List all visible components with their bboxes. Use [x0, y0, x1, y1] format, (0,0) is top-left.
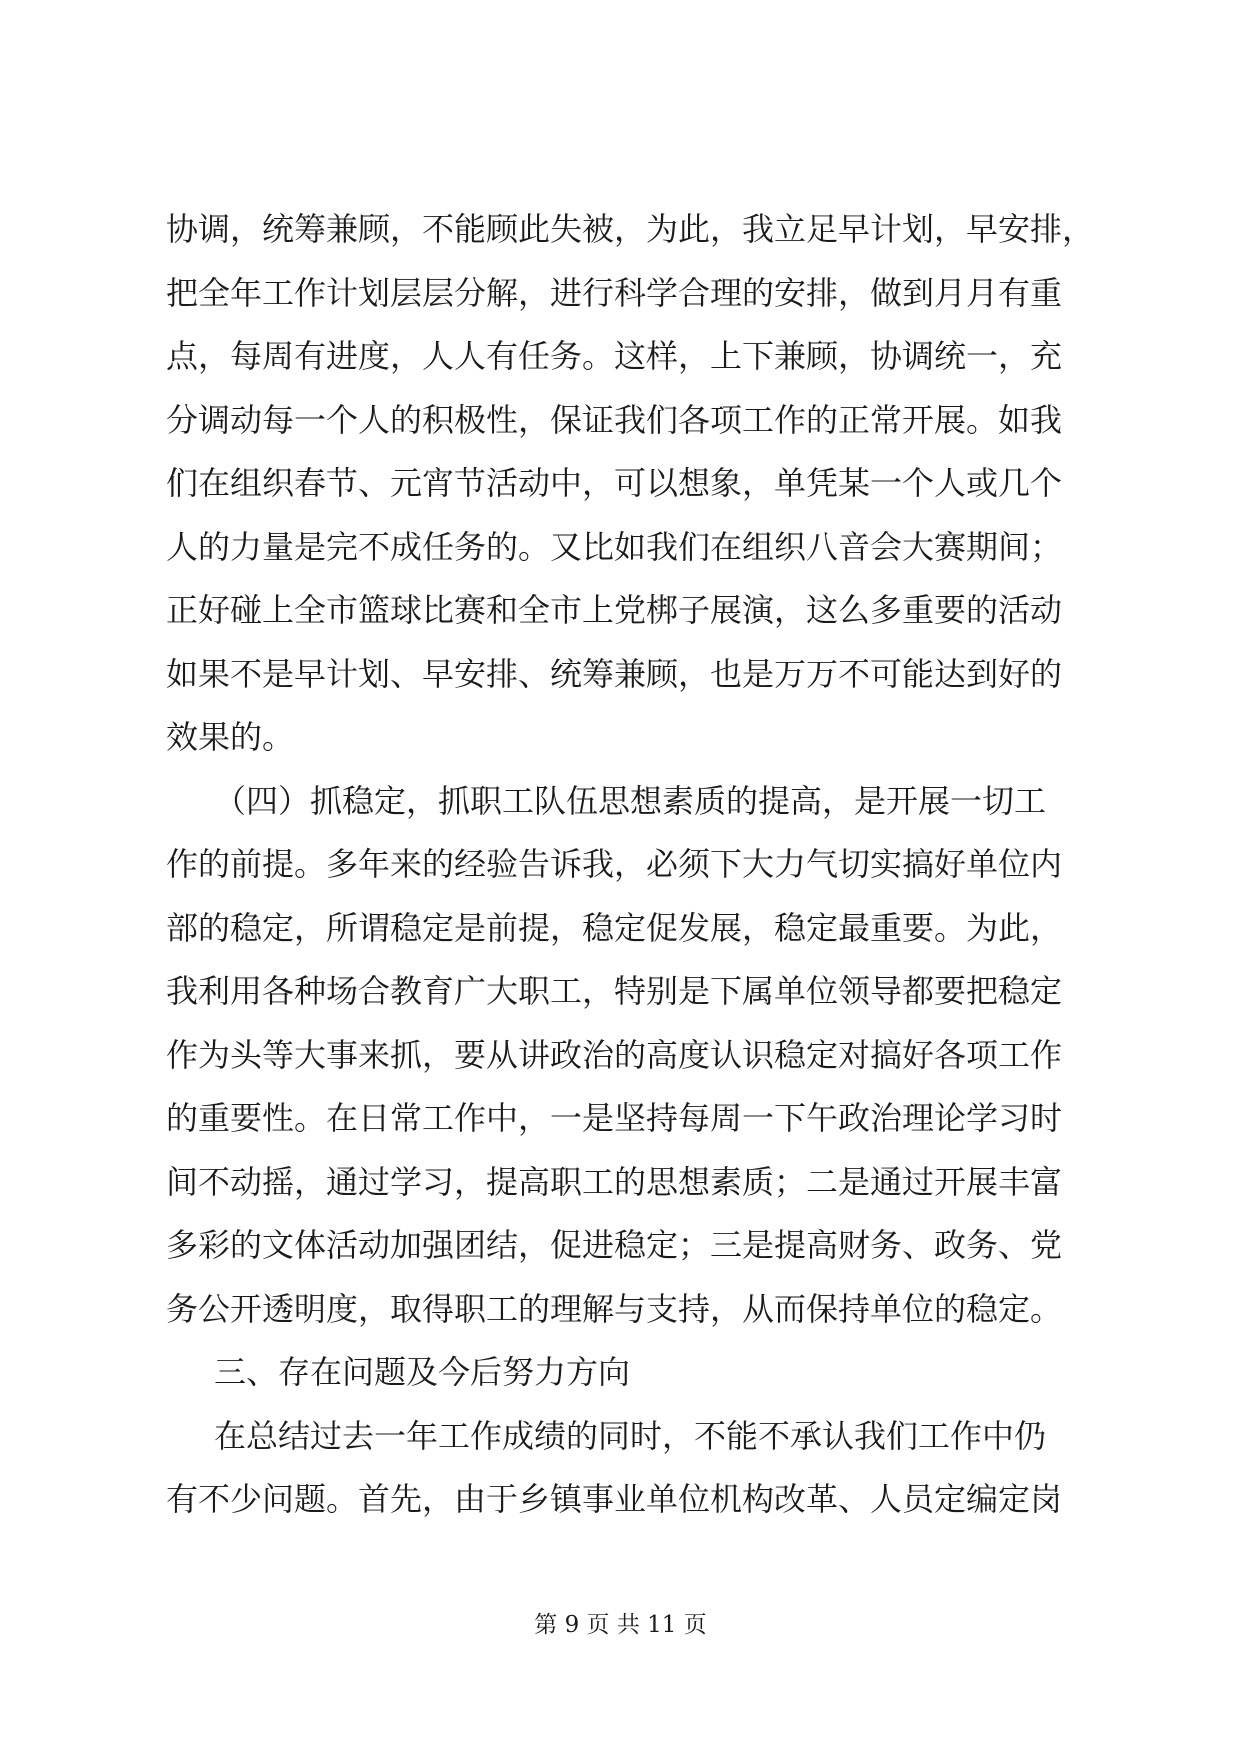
text-line: 分调动每一个人的积极性，保证我们各项工作的正常开展。如我 — [166, 400, 1063, 439]
text-line: 作的前提。多年来的经验告诉我，必须下大力气切实搞好单位内 — [166, 845, 1063, 883]
body-text — [166, 198, 1095, 1532]
text-line: 点，每周有进度，人人有任务。这样，上下兼顾，协调统一，充 — [166, 337, 1063, 375]
text-line: 我利用各种场合教育广大职工，特别是下属单位领导都要把稳定 — [166, 972, 1063, 1010]
text-line: 协调，统筹兼顾，不能顾此失被，为此，我立足早计划，早安排， — [166, 210, 1095, 248]
text-line: 人的力量是完不成任务的。又比如我们在组织八音会大赛期间； — [166, 527, 1063, 566]
section-heading-four: （四）抓稳定，抓职工队伍思想素质的提高，是开展一切工 — [214, 781, 1047, 820]
text-line: 们在组织春节、元宵节活动中，可以想象，单凭某一个人或几个 — [166, 464, 1063, 502]
text-line: 多彩的文体活动加强团结，促进稳定；三是提高财务、政务、党 — [166, 1226, 1063, 1264]
text-line: 如果不是早计划、早安排、统筹兼顾，也是万万不可能达到好的 — [166, 654, 1063, 693]
text-line: 有不少问题。首先，由于乡镇事业单位机构改革、人员定编定岗 — [166, 1480, 1063, 1518]
text-line: 把全年工作计划层层分解，进行科学合理的安排，做到月月有重 — [166, 273, 1063, 312]
page-number-footer: 第 9 页 共 11 页 — [534, 1612, 707, 1638]
text-line: 作为头等大事来抓，要从讲政治的高度认识稳定对搞好各项工作 — [166, 1035, 1063, 1074]
text-line: 务公开透明度，取得职工的理解与支持，从而保持单位的稳定。 — [166, 1289, 1063, 1328]
text-line: 间不动摇，通过学习，提高职工的思想素质；二是通过开展丰富 — [166, 1162, 1063, 1201]
text-line: 效果的。 — [166, 718, 295, 756]
text-line: 部的稳定，所谓稳定是前提，稳定促发展，稳定最重要。为此， — [166, 908, 1063, 947]
text-line: 的重要性。在日常工作中，一是坚持每周一下午政治理论学习时 — [166, 1099, 1063, 1137]
text-line: 在总结过去一年工作成绩的同时，不能不承认我们工作中仍 — [214, 1416, 1047, 1455]
section-heading-three: 三、存在问题及今后努力方向 — [214, 1353, 631, 1391]
text-line: 正好碰上全市篮球比赛和全市上党梆子展演，这么多重要的活动 — [166, 591, 1063, 629]
